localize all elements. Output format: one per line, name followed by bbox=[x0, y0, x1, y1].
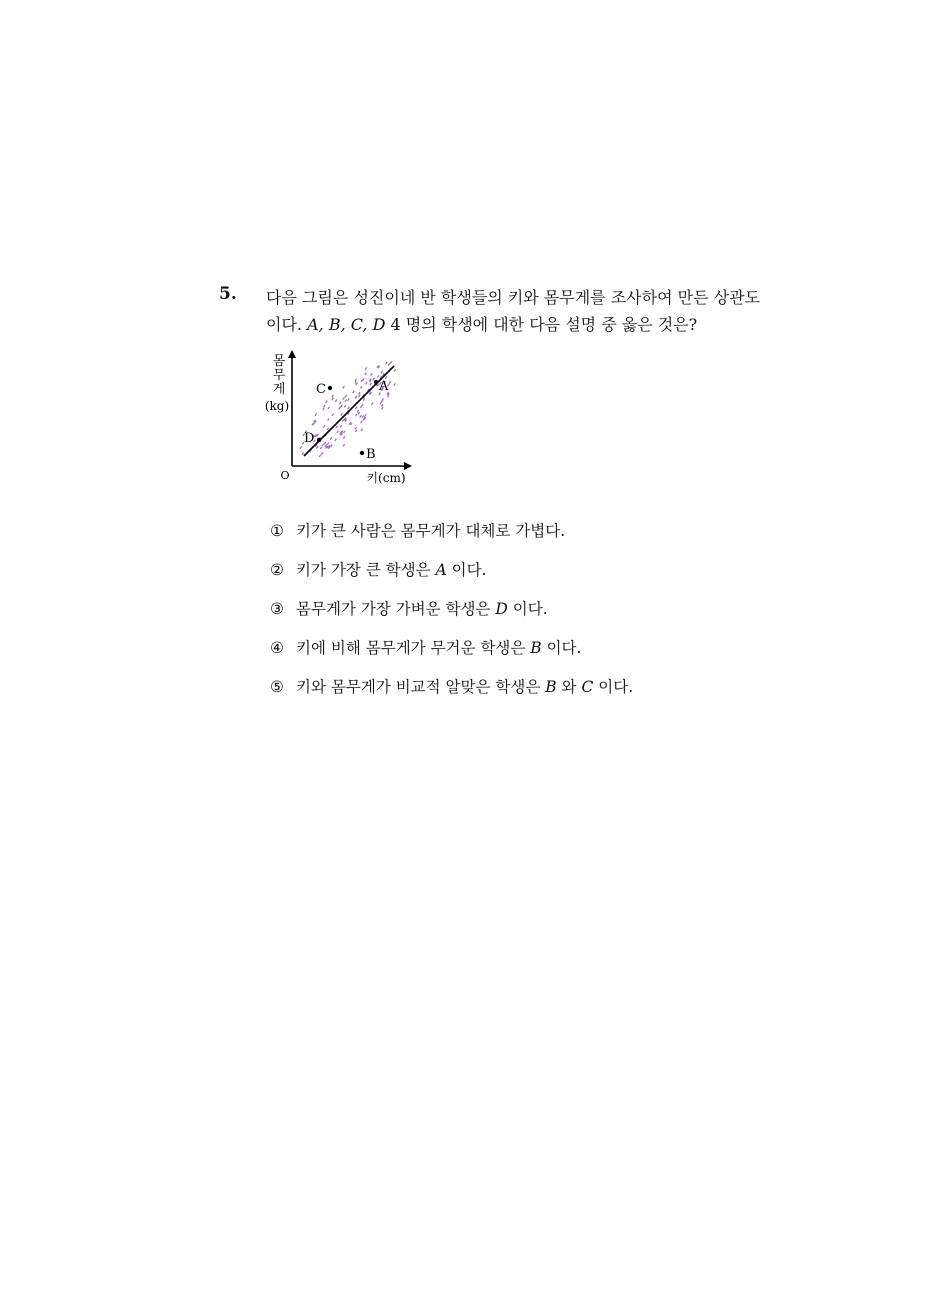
student-list: A, B, C, D bbox=[307, 315, 386, 334]
scatter-dot bbox=[339, 402, 341, 404]
scatter-dot bbox=[359, 392, 361, 394]
question-text-line-1: 다음 그림은 성진이네 반 학생들의 키와 몸무게를 조사하여 만든 상관도 bbox=[266, 288, 760, 307]
scatter-dot bbox=[339, 407, 341, 409]
point-a-label: A bbox=[379, 379, 389, 394]
scatter-dot bbox=[355, 407, 357, 409]
option-4-suffix: 이다. bbox=[541, 639, 582, 657]
scatter-dot bbox=[328, 418, 330, 420]
scatter-dot bbox=[300, 446, 302, 448]
point-a-marker bbox=[374, 380, 378, 384]
scatter-dot bbox=[324, 405, 326, 407]
scatter-dot bbox=[394, 369, 396, 371]
scatter-dot bbox=[320, 447, 322, 449]
scatter-dot bbox=[326, 401, 328, 403]
scatter-dot bbox=[344, 431, 346, 433]
scatter-dot bbox=[363, 378, 365, 380]
scatter-dot bbox=[343, 436, 345, 438]
option-4-text: 키에 비해 몸무게가 무거운 학생은 bbox=[296, 639, 531, 657]
scatter-dot bbox=[355, 396, 357, 398]
scatter-dot bbox=[386, 362, 388, 364]
option-1-text: 키가 큰 사람은 몸무게가 대체로 가볍다. bbox=[296, 522, 566, 540]
scatter-dot bbox=[362, 415, 364, 417]
y-axis-arrow-icon bbox=[288, 350, 296, 358]
option-2-variable: A bbox=[435, 561, 447, 579]
option-2-text: 키가 가장 큰 학생은 bbox=[296, 561, 436, 579]
scatter-dot bbox=[394, 383, 396, 385]
scatter-dot bbox=[382, 399, 384, 401]
scatter-dot bbox=[381, 404, 383, 406]
scatter-dot bbox=[365, 367, 367, 369]
scatter-dot bbox=[361, 429, 363, 431]
option-3[interactable] bbox=[270, 597, 548, 619]
y-axis-label-char-2: 무 bbox=[272, 368, 286, 383]
scatter-dot bbox=[380, 402, 382, 404]
scatter-dot bbox=[358, 412, 360, 414]
option-3-text: 몸무게가 가장 가벼운 학생은 bbox=[296, 600, 496, 618]
point-d-label: D bbox=[304, 431, 315, 446]
point-c-marker bbox=[328, 386, 332, 390]
option-5-variable-2: C bbox=[581, 678, 594, 696]
point-b-marker bbox=[360, 451, 364, 455]
scatter-dot bbox=[321, 452, 323, 454]
scatter-dot bbox=[362, 404, 364, 406]
option-5-text: 키와 몸무게가 비교적 알맞은 학생은 bbox=[296, 678, 546, 696]
y-axis-label-char-3: 게 bbox=[272, 382, 286, 397]
point-c-label: C bbox=[316, 382, 326, 397]
scatter-dot bbox=[330, 437, 332, 439]
option-5[interactable] bbox=[270, 675, 633, 697]
scatter-dot bbox=[365, 382, 367, 384]
option-4-variable: B bbox=[530, 639, 542, 657]
scatter-dot bbox=[353, 391, 355, 393]
scatter-dot bbox=[344, 405, 346, 407]
scatter-dot bbox=[345, 395, 347, 397]
scatter-dot bbox=[390, 361, 392, 363]
scatter-dot bbox=[327, 428, 329, 430]
scatter-dot bbox=[319, 455, 321, 457]
x-axis-label: 키(cm) bbox=[366, 471, 406, 485]
scatter-dot bbox=[381, 407, 383, 409]
question-number: 5. bbox=[219, 284, 237, 304]
scatter-dot bbox=[335, 399, 337, 401]
y-axis-label-unit: (kg) bbox=[264, 399, 290, 413]
scatter-dot bbox=[327, 442, 329, 444]
point-b-label: B bbox=[366, 447, 376, 462]
option-4[interactable] bbox=[270, 636, 581, 658]
scatter-dot bbox=[345, 399, 347, 401]
scatter-dot bbox=[356, 383, 358, 385]
scatter-dot bbox=[348, 407, 350, 409]
scatter-dot bbox=[337, 431, 339, 433]
y-axis-label-char-1: 몸 bbox=[272, 354, 286, 369]
scatter-dot bbox=[316, 446, 318, 448]
scatter-dot bbox=[302, 453, 304, 455]
option-3-marker: ③ bbox=[270, 600, 284, 618]
scatter-dot bbox=[343, 444, 345, 446]
option-3-variable: D bbox=[495, 600, 508, 618]
scatter-dot bbox=[324, 442, 326, 444]
scatter-dot bbox=[335, 439, 337, 441]
scatter-dot bbox=[360, 415, 362, 417]
scatter-dot bbox=[336, 426, 338, 428]
scatter-dot bbox=[373, 378, 375, 380]
option-3-suffix: 이다. bbox=[507, 600, 548, 618]
scatter-dot bbox=[348, 398, 350, 400]
scatter-dot bbox=[341, 413, 343, 415]
option-4-marker: ④ bbox=[270, 639, 284, 657]
scatter-dot bbox=[378, 375, 380, 377]
scatter-diagram bbox=[262, 348, 422, 490]
option-5-marker: ⑤ bbox=[270, 678, 284, 696]
origin-label: O bbox=[280, 469, 290, 482]
scatter-dot bbox=[342, 419, 344, 421]
scatter-dot bbox=[361, 421, 363, 423]
option-1[interactable] bbox=[270, 519, 565, 541]
scatter-dot bbox=[357, 410, 359, 412]
option-2-marker: ② bbox=[270, 561, 284, 579]
scatter-dot bbox=[361, 380, 363, 382]
scatter-dot bbox=[323, 408, 325, 410]
scatter-dot bbox=[389, 381, 391, 383]
scatter-dot bbox=[315, 414, 317, 416]
scatter-dot bbox=[365, 373, 367, 375]
question-text-line-2 bbox=[266, 312, 697, 335]
scatter-dot bbox=[331, 445, 333, 447]
x-axis-arrow-icon bbox=[404, 462, 412, 470]
scatter-dot bbox=[332, 395, 334, 397]
scatter-dot bbox=[322, 444, 324, 446]
scatter-dot bbox=[355, 379, 357, 381]
scatter-dot bbox=[381, 371, 383, 373]
option-2-suffix: 이다. bbox=[446, 561, 487, 579]
scatter-dot bbox=[343, 397, 345, 399]
scatter-dot bbox=[355, 427, 357, 429]
scatter-dot bbox=[323, 425, 325, 427]
option-5-conjunction: 와 bbox=[556, 678, 582, 696]
option-5-variable-1: B bbox=[545, 678, 557, 696]
scatter-dot bbox=[332, 398, 334, 400]
option-5-suffix: 이다. bbox=[593, 678, 634, 696]
scatter-dot bbox=[328, 407, 330, 409]
scatter-dot bbox=[343, 386, 345, 388]
question-text-post: 4 명의 학생에 대한 다음 설명 중 옳은 것은? bbox=[385, 315, 698, 334]
point-d-marker bbox=[317, 438, 321, 442]
scatter-dot bbox=[355, 414, 357, 416]
scatter-dot bbox=[388, 363, 390, 365]
option-1-marker: ① bbox=[270, 522, 284, 540]
scatter-dot bbox=[332, 414, 334, 416]
scatter-dot bbox=[361, 386, 363, 388]
option-2[interactable] bbox=[270, 558, 487, 580]
scatter-dot bbox=[365, 414, 367, 416]
scatter-dot bbox=[340, 425, 342, 427]
scatter-dot bbox=[371, 373, 373, 375]
scatter-dot bbox=[359, 395, 361, 397]
scatter-dot bbox=[370, 383, 372, 385]
scatter-dot bbox=[355, 430, 357, 432]
scatter-dot bbox=[371, 402, 373, 404]
question-text-pre: 이다. bbox=[266, 315, 308, 334]
